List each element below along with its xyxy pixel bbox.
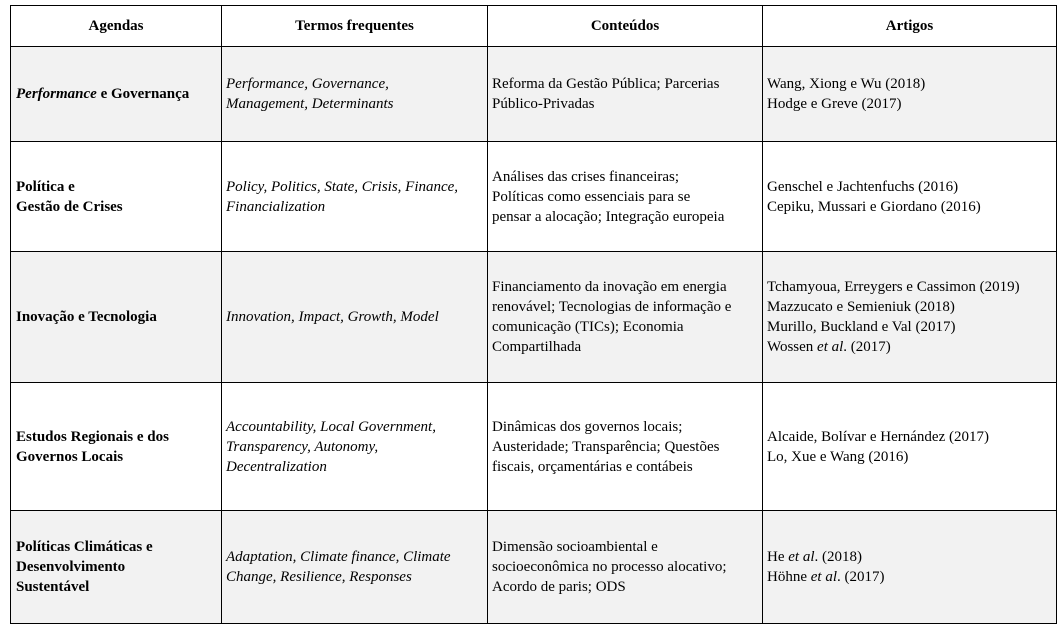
- content-line: Políticas como essenciais para se: [492, 188, 691, 205]
- header-articles: Artigos: [763, 6, 1057, 47]
- articles-cell: [763, 252, 1057, 383]
- article-reference: [767, 337, 1052, 357]
- terms-cell: [222, 142, 488, 252]
- table-row: [11, 47, 1057, 142]
- terms-line: Change, Resilience, Responses: [226, 569, 412, 585]
- article-reference: Mazzucato e Semieniuk (2018): [767, 299, 955, 315]
- agenda-line: Gestão de Crises: [16, 198, 123, 215]
- agenda-line: Sustentável: [16, 579, 90, 595]
- terms-cell: [222, 47, 488, 142]
- agenda-line: Governos Locais: [16, 448, 124, 465]
- agenda-text: e Governança: [96, 86, 190, 102]
- content-line: Reforma da Gestão Pública; Parcerias: [492, 76, 720, 92]
- content-line: socioeconômica no processo alocativo;: [492, 559, 727, 575]
- article-reference: [767, 567, 1052, 587]
- articles-cell: [763, 511, 1057, 624]
- agenda-line: Desenvolvimento: [16, 559, 126, 575]
- article-reference: Alcaide, Bolívar e Hernández (2017): [767, 428, 989, 445]
- article-year: . (2017): [843, 339, 891, 355]
- content-line: Acordo de paris; ODS: [492, 579, 626, 595]
- content-line: pensar a alocação; Integração europeia: [492, 208, 725, 225]
- terms-line: Accountability, Local Government,: [226, 418, 436, 435]
- content-cell: [488, 252, 763, 383]
- agenda-italic-text: Performance: [16, 86, 97, 102]
- terms-line: Innovation, Impact, Growth, Model: [226, 309, 439, 325]
- content-line: Dimensão socioambiental e: [492, 539, 658, 555]
- terms-line: Performance, Governance,: [226, 76, 389, 92]
- article-et-al: et al: [810, 569, 837, 585]
- article-author: He: [767, 549, 789, 565]
- header-row: [11, 6, 1057, 47]
- content-line: renovável; Tecnologias de informação e: [492, 299, 732, 315]
- article-reference: Hodge e Greve (2017): [767, 96, 902, 112]
- content-line: Compartilhada: [492, 339, 582, 355]
- article-reference: Tchamyoua, Erreygers e Cassimon (2019): [767, 279, 1020, 295]
- agenda-cell: [11, 47, 222, 142]
- terms-cell: [222, 383, 488, 511]
- table-row: [11, 142, 1057, 252]
- header-contents: Conteúdos: [488, 6, 763, 47]
- content-line: Financiamento da inovação em energia: [492, 279, 727, 295]
- articles-cell: [763, 47, 1057, 142]
- terms-line: Management, Determinants: [226, 96, 394, 112]
- terms-line: Decentralization: [226, 458, 327, 475]
- terms-cell: [222, 252, 488, 383]
- terms-line: Transparency, Autonomy,: [226, 438, 379, 455]
- research-agenda-table: [10, 5, 1057, 624]
- article-author: Wossen: [767, 339, 818, 355]
- agenda-cell: [11, 252, 222, 383]
- article-reference: Lo, Xue e Wang (2016): [767, 448, 909, 465]
- terms-line: Adaptation, Climate finance, Climate: [226, 549, 451, 565]
- article-et-al: et al: [817, 339, 844, 355]
- terms-cell: [222, 511, 488, 624]
- content-line: Público-Privadas: [492, 96, 595, 112]
- article-reference: Cepiku, Mussari e Giordano (2016): [767, 198, 981, 215]
- header-agendas: Agendas: [11, 6, 222, 47]
- agenda-line: Inovação e Tecnologia: [16, 309, 157, 325]
- table-row: [11, 383, 1057, 511]
- terms-line: Financialization: [226, 198, 326, 215]
- content-cell: [488, 142, 763, 252]
- agenda-cell: [11, 511, 222, 624]
- header-frequent-terms: Termos frequentes: [222, 6, 488, 47]
- agenda-line: Política e: [16, 178, 75, 195]
- articles-cell: [763, 142, 1057, 252]
- agenda-cell: [11, 383, 222, 511]
- content-line: Análises das crises financeiras;: [492, 168, 680, 185]
- articles-cell: [763, 383, 1057, 511]
- article-author: Höhne: [767, 569, 811, 585]
- content-cell: [488, 511, 763, 624]
- content-line: fiscais, orçamentárias e contábeis: [492, 458, 693, 475]
- agenda-cell: [11, 142, 222, 252]
- article-reference: Murillo, Buckland e Val (2017): [767, 319, 956, 335]
- article-et-al: et al: [788, 549, 815, 565]
- terms-line: Policy, Politics, State, Crisis, Finance,: [226, 178, 459, 195]
- content-line: Austeridade; Transparência; Questões: [492, 438, 720, 455]
- content-cell: [488, 383, 763, 511]
- agenda-line: Políticas Climáticas e: [16, 539, 153, 555]
- article-reference: Genschel e Jachtenfuchs (2016): [767, 178, 959, 195]
- article-reference: [767, 547, 1052, 567]
- article-year: . (2018): [814, 549, 862, 565]
- agenda-line: Estudos Regionais e dos: [16, 428, 169, 445]
- content-line: Dinâmicas dos governos locais;: [492, 418, 683, 435]
- article-year: . (2017): [837, 569, 885, 585]
- content-line: comunicação (TICs); Economia: [492, 319, 684, 335]
- table-row: [11, 252, 1057, 383]
- table-row: [11, 511, 1057, 624]
- content-cell: [488, 47, 763, 142]
- article-reference: Wang, Xiong e Wu (2018): [767, 76, 926, 92]
